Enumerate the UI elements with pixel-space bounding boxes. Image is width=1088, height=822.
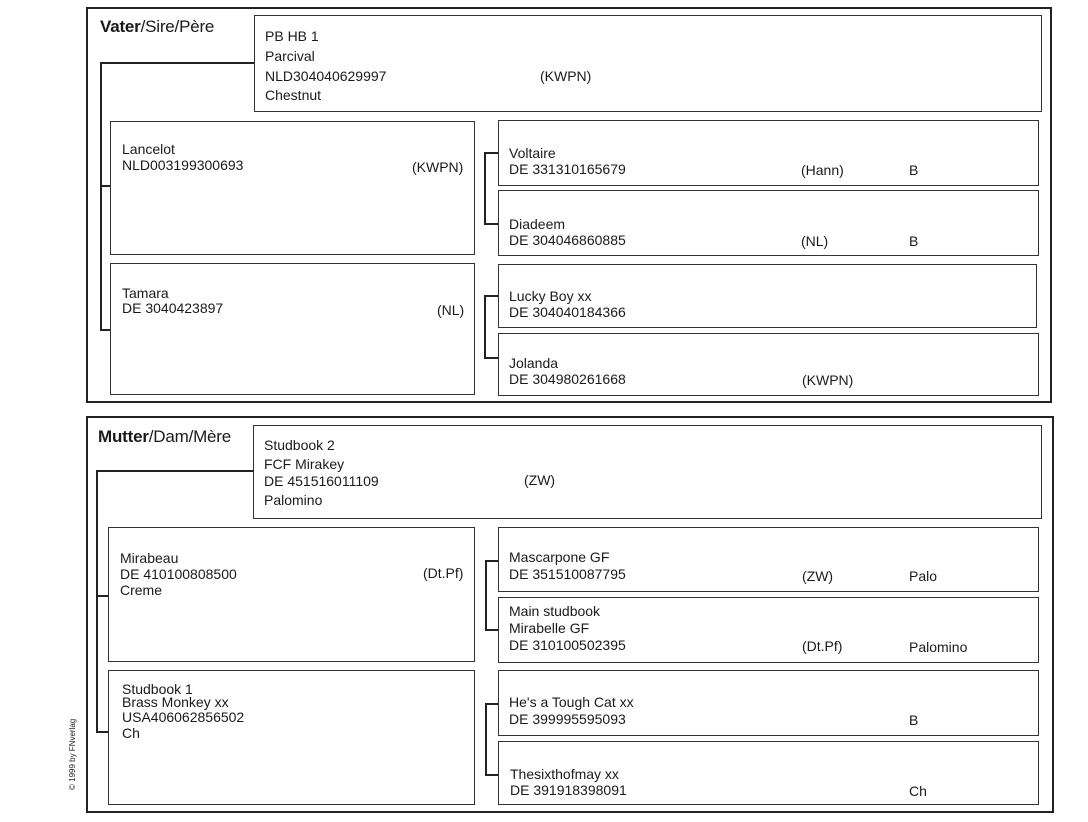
sdd-breed: (KWPN) xyxy=(802,372,854,388)
ssd-id: DE 304046860885 xyxy=(509,232,626,248)
sss-id: DE 331310165679 xyxy=(509,161,626,177)
dam-dam-id: USA406062856502 xyxy=(122,709,245,725)
dam-horse-color: Palomino xyxy=(264,492,323,508)
sire-sire-id: NLD003199300693 xyxy=(122,157,244,173)
ssd-color: B xyxy=(909,233,919,249)
ssd-name: Diadeem xyxy=(509,216,566,232)
connector-line xyxy=(484,152,498,154)
sire-horse-box xyxy=(254,15,1042,112)
dss-color: Palo xyxy=(909,568,938,584)
dam-sire-sire-box xyxy=(498,527,1039,592)
sdd-name: Jolanda xyxy=(509,355,559,371)
connector-line xyxy=(96,470,98,733)
dam-dam-sire-box xyxy=(498,670,1039,736)
dsd-id: DE 310100502395 xyxy=(509,637,626,653)
dam-sire-id: DE 410100808500 xyxy=(120,566,237,582)
connector-line xyxy=(484,357,498,359)
sire-dam-name: Tamara xyxy=(122,285,169,301)
dam-horse-box xyxy=(253,425,1042,519)
sire-dam-sire-box xyxy=(498,264,1037,328)
dsd-color: Palomino xyxy=(909,639,968,655)
dam-dam-color: Ch xyxy=(122,725,140,741)
ddd-id: DE 391918398091 xyxy=(510,782,627,798)
dam-dam-name: Brass Monkey xx xyxy=(122,694,229,710)
connector-line xyxy=(485,629,498,631)
connector-line xyxy=(96,470,253,472)
dsd-studbook: Main studbook xyxy=(509,603,601,619)
dam-sire-color: Creme xyxy=(120,582,163,598)
connector-line xyxy=(484,295,498,297)
ddd-name: Thesixthofmay xx xyxy=(510,766,619,782)
sire-horse-color: Chestnut xyxy=(265,87,322,103)
sire-sire-sire-box xyxy=(498,120,1039,186)
sire-dam-dam-box xyxy=(498,333,1039,396)
sds-name: Lucky Boy xx xyxy=(509,288,592,304)
connector-line xyxy=(96,731,108,733)
sire-horse-name: Parcival xyxy=(265,48,315,64)
dam-horse-studbook: Studbook 2 xyxy=(264,437,335,453)
dss-id: DE 351510087795 xyxy=(509,566,626,582)
connector-line xyxy=(100,62,102,331)
sire-sire-name: Lancelot xyxy=(122,141,175,157)
ddd-color: Ch xyxy=(909,783,927,799)
dam-horse-name: FCF Mirakey xyxy=(264,456,345,472)
sds-id: DE 304040184366 xyxy=(509,304,626,320)
sss-breed: (Hann) xyxy=(801,162,844,178)
dds-name: He's a Tough Cat xx xyxy=(509,694,634,710)
connector-line xyxy=(484,152,486,224)
dam-sire-name: Mirabeau xyxy=(120,550,179,566)
ssd-breed: (NL) xyxy=(801,233,829,249)
sss-color: B xyxy=(909,162,919,178)
dsd-name: Mirabelle GF xyxy=(509,620,590,636)
sire-sire-breed: (KWPN) xyxy=(412,159,464,175)
connector-line xyxy=(485,774,498,776)
sire-dam-breed: (NL) xyxy=(437,302,465,318)
connector-line xyxy=(96,595,108,597)
dds-color: B xyxy=(909,712,919,728)
sire-sire-box xyxy=(110,121,475,255)
dam-sire-breed: (Dt.Pf) xyxy=(423,565,464,581)
sss-name: Voltaire xyxy=(509,145,556,161)
sdd-id: DE 304980261668 xyxy=(509,371,626,387)
dss-breed: (ZW) xyxy=(802,568,834,584)
dsd-breed: (Dt.Pf) xyxy=(802,638,843,654)
dam-dam-dam-box xyxy=(498,741,1039,805)
sire-horse-studbook: PB HB 1 xyxy=(265,28,319,44)
connector-line xyxy=(484,223,498,225)
dam-horse-id: DE 451516011109 xyxy=(264,473,379,489)
dam-sire-box xyxy=(108,527,475,662)
sire-sire-dam-box xyxy=(498,190,1039,256)
dam-section-title: Mutter/Dam/Mère xyxy=(98,427,232,446)
dam-sire-dam-box xyxy=(498,597,1039,663)
connector-line xyxy=(100,329,110,331)
sire-dam-id: DE 3040423897 xyxy=(122,300,224,316)
copyright-note: © 1999 by FNverlag xyxy=(68,718,77,790)
sire-horse-id: NLD304040629997 xyxy=(265,68,387,84)
dam-dam-studbook: Studbook 1 xyxy=(122,681,193,697)
connector-line xyxy=(100,62,254,64)
sire-section-title: Vater/Sire/Père xyxy=(100,17,215,36)
dam-horse-breed: (ZW) xyxy=(524,472,556,488)
connector-line xyxy=(100,185,110,187)
sire-horse-breed: (KWPN) xyxy=(540,68,592,84)
connector-line xyxy=(485,560,487,630)
connector-line xyxy=(485,560,498,562)
dds-id: DE 399995595093 xyxy=(509,711,626,727)
connector-line xyxy=(485,703,498,705)
dam-dam-box xyxy=(108,670,475,805)
sire-dam-box xyxy=(110,263,475,395)
connector-line xyxy=(485,703,487,775)
connector-line xyxy=(484,295,486,358)
dss-name: Mascarpone GF xyxy=(509,549,610,565)
